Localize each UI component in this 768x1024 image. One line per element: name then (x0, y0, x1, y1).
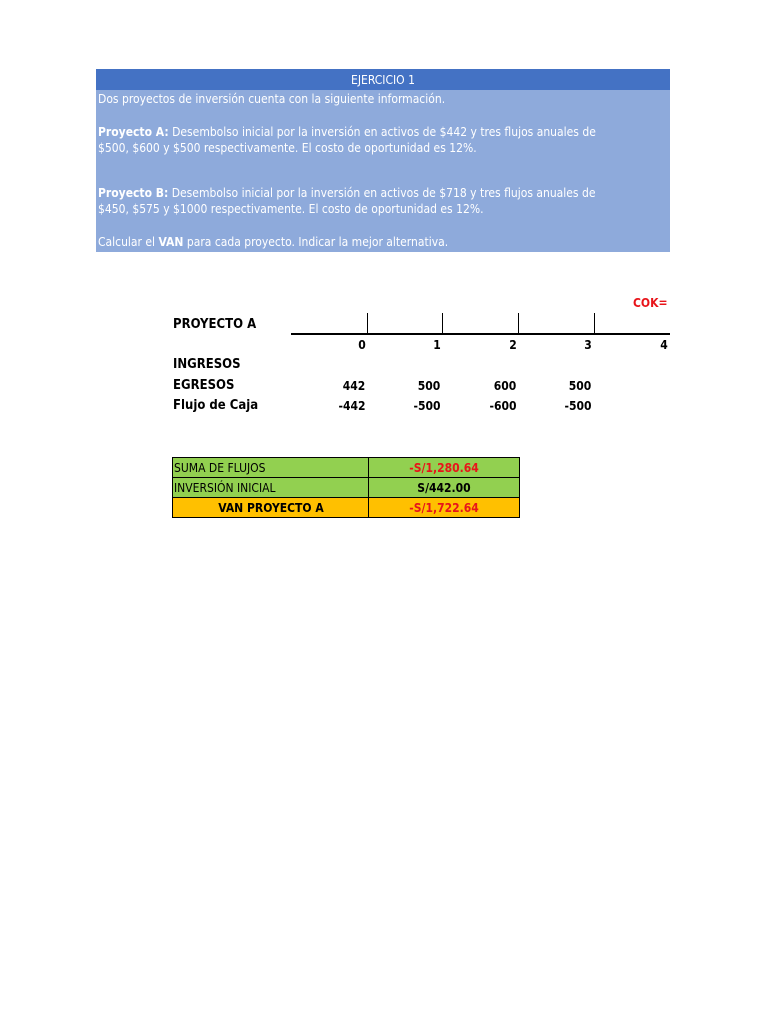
problem-statement (96, 90, 670, 252)
summary-row-inversion (173, 478, 520, 498)
project-a-line-2: $500, $600 y $500 respectivamente. El costo de oportunidad es 12%. (98, 141, 477, 155)
period-label: 4 (660, 338, 668, 352)
timeline-axis (291, 333, 670, 335)
calc-pre: Calcular el (98, 235, 159, 249)
calc-post: para cada proyecto. Indicar la mejor alternativa. (183, 235, 449, 249)
summary-label: INVERSIÓN INICIAL (173, 478, 369, 498)
egresos-value: 500 (568, 379, 592, 393)
period-label: 2 (509, 338, 517, 352)
project-b-line-1 (98, 185, 595, 201)
project-b-line-2: $450, $575 y $1000 respectivamente. El costo de oportunidad es 12%. (98, 202, 484, 216)
project-a-line-1 (98, 124, 596, 140)
flujo-value: -600 (489, 399, 517, 413)
summary-label: VAN PROYECTO A (173, 498, 369, 518)
project-title: PROYECTO A (173, 317, 257, 332)
summary-row-van (173, 498, 520, 518)
egresos-value: 600 (493, 379, 517, 393)
project-b-text-1: Desembolso inicial por la inversión en activos de $718 y tres flujos anuales de (168, 186, 596, 200)
row-label-ingresos: INGRESOS (173, 357, 241, 372)
summary-label: SUMA DE FLUJOS (173, 458, 369, 478)
calculate-instruction (98, 234, 448, 250)
summary-value: -S/1,280.64 (369, 458, 520, 478)
timeline-tick (518, 313, 519, 334)
exercise-title: EJERCICIO 1 (96, 69, 670, 90)
summary-row-suma (173, 458, 520, 478)
summary-value: S/442.00 (369, 478, 520, 498)
project-b-label: Proyecto B: (98, 186, 169, 200)
egresos-value: 500 (417, 379, 441, 393)
calc-van: VAN (158, 235, 184, 249)
timeline-tick (442, 313, 443, 334)
cok-label: COK= (633, 296, 668, 310)
period-label: 0 (358, 338, 366, 352)
summary-value: -S/1,722.64 (369, 498, 520, 518)
period-label: 3 (584, 338, 592, 352)
flujo-value: -500 (413, 399, 441, 413)
project-a-label: Proyecto A: (98, 125, 169, 139)
row-label-flujo: Flujo de Caja (173, 398, 259, 413)
flujo-value: -442 (338, 399, 366, 413)
timeline-tick (367, 313, 368, 334)
timeline-tick (594, 313, 595, 334)
egresos-value: 442 (342, 379, 366, 393)
flujo-value: -500 (564, 399, 592, 413)
problem-intro: Dos proyectos de inversión cuenta con la siguiente información. (98, 92, 446, 106)
row-label-egresos: EGRESOS (173, 378, 235, 393)
period-label: 1 (433, 338, 441, 352)
project-a-text-1: Desembolso inicial por la inversión en activos de $442 y tres flujos anuales de (168, 125, 596, 139)
summary-table (172, 457, 520, 518)
